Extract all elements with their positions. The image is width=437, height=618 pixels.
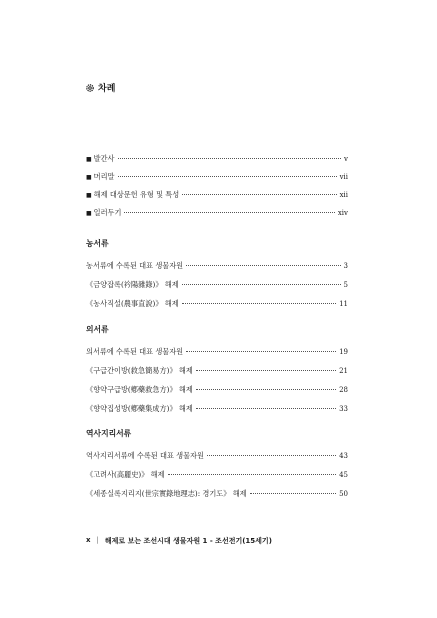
- section-title: 역사지리서류: [86, 429, 132, 438]
- entry-title: 발간사: [93, 154, 115, 163]
- dot-leader: [124, 212, 334, 213]
- entry-page: 3: [343, 262, 348, 270]
- entry-title: 《향약구급방(鄕藥救急方)》 해제: [86, 385, 193, 394]
- entry-page: xii: [339, 191, 348, 199]
- square-bullet-icon: ■: [86, 192, 92, 199]
- toc-entry[interactable]: [86, 342, 348, 361]
- dot-leader: [182, 194, 336, 195]
- dot-leader: [207, 455, 336, 456]
- toc-section: [86, 426, 348, 503]
- toc-entry[interactable]: [86, 380, 348, 399]
- toc-heading-text: 차례: [98, 84, 116, 94]
- dot-leader: [186, 351, 336, 352]
- section-title: 의서류: [86, 325, 109, 334]
- entry-page: 5: [343, 281, 348, 289]
- dot-leader: [182, 284, 341, 285]
- gear-icon: [86, 84, 94, 92]
- entry-title: 《세종실록지리지(世宗實錄地理志): 경기도》 해제: [86, 489, 247, 498]
- square-bullet-icon: ■: [86, 156, 92, 163]
- front-matter-item[interactable]: [86, 150, 348, 168]
- entry-title: 《향약집성방(鄕藥集成方)》 해제: [86, 404, 193, 413]
- entry-title: 해제 대상문헌 유형 및 특성: [93, 190, 180, 199]
- toc-entry[interactable]: [86, 465, 348, 484]
- dot-leader: [196, 408, 336, 409]
- entry-page: 45: [339, 471, 348, 479]
- toc-entry[interactable]: [86, 399, 348, 418]
- dot-leader: [118, 176, 337, 177]
- entry-title: 《고려사(高麗史)》 해제: [86, 470, 165, 479]
- entry-title: 의서류에 수록된 대표 생물자원: [86, 347, 184, 356]
- front-matter-item[interactable]: [86, 186, 348, 204]
- entry-title: 《농사직설(農事直說)》 해제: [86, 299, 179, 308]
- toc-entry[interactable]: [86, 256, 348, 275]
- entry-page: vii: [339, 173, 348, 181]
- toc-heading: [86, 81, 115, 94]
- toc-entry[interactable]: [86, 446, 348, 465]
- toc-entry[interactable]: [86, 484, 348, 503]
- dot-leader: [196, 370, 336, 371]
- entry-title: 일러두기: [93, 208, 122, 217]
- entry-page: 50: [339, 490, 348, 498]
- footer-page-number: x: [86, 536, 91, 544]
- entry-page: 28: [339, 386, 348, 394]
- entry-title: 머리말: [93, 172, 115, 181]
- dot-leader: [118, 158, 342, 159]
- entry-page: 11: [339, 300, 348, 308]
- entry-page: 43: [339, 452, 348, 460]
- entry-title: 역사지리서류에 수록된 대표 생물자원: [86, 451, 204, 460]
- dot-leader: [250, 493, 336, 494]
- front-matter-list: [86, 150, 348, 222]
- toc-entry[interactable]: [86, 275, 348, 294]
- entry-page: 19: [339, 348, 348, 356]
- entry-title: 《금양잡록(衿陽雜錄)》 해제: [86, 280, 179, 289]
- front-matter-item[interactable]: [86, 168, 348, 186]
- entry-title: 《구급간이방(救急簡易方)》 해제: [86, 366, 193, 375]
- entry-page: xiv: [337, 209, 348, 217]
- section-title: 농서류: [86, 239, 109, 248]
- entry-title: 농서류에 수록된 대표 생물자원: [86, 261, 184, 270]
- toc-entry[interactable]: [86, 361, 348, 380]
- toc-entry[interactable]: [86, 294, 348, 313]
- entry-page: 33: [339, 405, 348, 413]
- toc-section: [86, 236, 348, 313]
- footer-book-title: 해제로 보는 조선시대 생물자원 1 - 조선전기(15세기): [104, 537, 272, 545]
- dot-leader: [186, 265, 340, 266]
- front-matter-item[interactable]: [86, 204, 348, 222]
- dot-leader: [196, 389, 336, 390]
- dot-leader: [182, 303, 336, 304]
- entry-page: v: [344, 155, 348, 163]
- toc-section: [86, 322, 348, 418]
- dot-leader: [168, 474, 337, 475]
- square-bullet-icon: ■: [86, 210, 92, 217]
- footer-separator: |: [96, 536, 99, 544]
- entry-page: 21: [339, 367, 348, 375]
- square-bullet-icon: ■: [86, 174, 92, 181]
- page-footer: [86, 536, 272, 546]
